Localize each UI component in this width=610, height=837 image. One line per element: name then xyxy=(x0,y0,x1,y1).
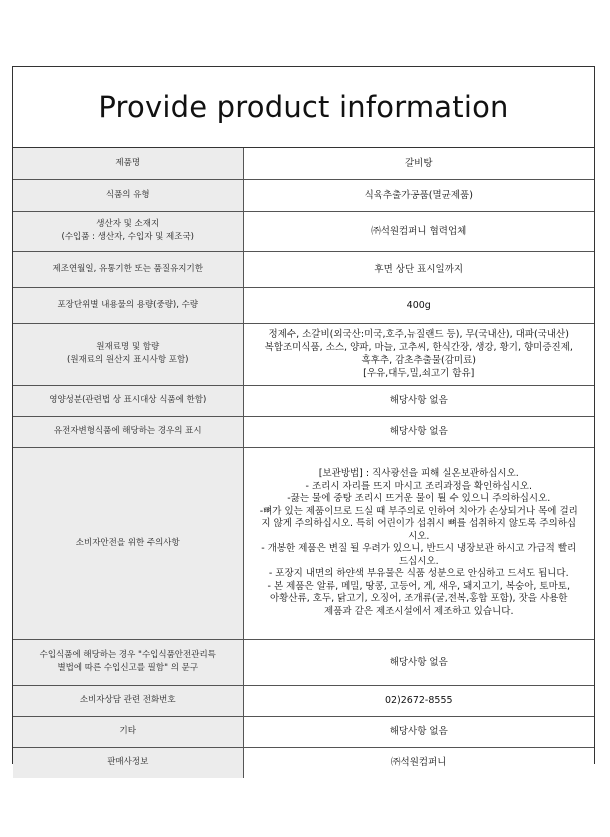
row-label xyxy=(13,639,243,685)
row-label xyxy=(13,179,243,211)
row-label xyxy=(13,685,243,716)
row-value-line: 복합조미식품, 소스, 양파, 마늘, 고추씨, 한식간장, 생강, 황기, 향미증진제, xyxy=(264,342,573,353)
row-value-line: 해당사항 없음 xyxy=(389,726,448,737)
row-label xyxy=(13,716,243,747)
row-value-line: - 본 제품은 알류, 메밀, 땅콩, 고등어, 게, 새우, 돼지고기, 복숭아, 토마토, xyxy=(267,580,570,592)
row-value-line: 해당사항 없음 xyxy=(389,395,448,406)
row-label-line: 제품명 xyxy=(115,157,141,168)
row-label xyxy=(13,148,243,179)
row-label-line: 원재료명 및 함량 xyxy=(96,342,160,352)
table-row-gmo xyxy=(13,416,594,447)
row-label-line: 제조연월일, 유통기한 또는 품질유지기한 xyxy=(52,263,203,274)
row-value xyxy=(243,385,594,416)
row-value-line: 제품과 같은 제조시설에서 제조하고 있습니다. xyxy=(324,605,514,617)
table-row-capacity xyxy=(13,287,594,323)
row-label-line: 별법에 따른 수입신고를 필함" 의 문구 xyxy=(57,663,199,673)
row-value-line: - 조리시 자리를 뜨지 마시고 조리과정을 확인하십시오. xyxy=(305,480,532,492)
table-row-etc xyxy=(13,716,594,747)
row-value-line: 지 않게 주의하십시오. 특히 어린이가 섭취시 뼈를 섭취하지 않도록 주의하십 xyxy=(261,518,577,529)
row-value-line: - 개봉한 제품은 변질 될 우려가 있으니, 반드시 냉장보관 하시고 가급적 빨리 xyxy=(261,543,577,554)
table-row-phone xyxy=(13,685,594,716)
row-value xyxy=(243,416,594,447)
row-value-line: 400g xyxy=(406,299,431,311)
row-label-line: 유전자변형식품에 해당하는 경우의 표시 xyxy=(53,426,202,436)
row-value-line: ㈜석원컴퍼니 xyxy=(391,757,447,769)
row-value-line: [우유,대두,밀,쇠고기 함유] xyxy=(363,368,475,379)
row-value-line: 식육추출가공품(멸균제품) xyxy=(364,189,473,201)
row-label-line: 소비자안전을 위한 주의사항 xyxy=(75,537,180,548)
row-value-line: 해당사항 없음 xyxy=(389,426,448,437)
row-label xyxy=(13,211,243,251)
row-value xyxy=(243,251,594,287)
row-value xyxy=(243,211,594,251)
product-info-panel xyxy=(12,66,595,769)
row-label-line: 식품의 유형 xyxy=(105,189,150,200)
page-title: Provide product information xyxy=(13,67,594,148)
row-label xyxy=(13,447,243,639)
row-label-line: 소비자상담 관련 전화번호 xyxy=(79,695,176,705)
row-label-line: 영양성분(관련법 상 표시대상 식품에 한함) xyxy=(49,395,207,405)
row-value xyxy=(243,287,594,323)
row-value xyxy=(243,148,594,179)
row-value-line: 후면 상단 표시일까지 xyxy=(374,263,464,275)
row-value-line: 02)2672-8555 xyxy=(384,695,453,706)
row-value xyxy=(243,639,594,685)
row-label xyxy=(13,251,243,287)
row-value-line: -뼈가 있는 제품이므로 드실 때 부주의로 인하여 치아가 손상되거나 목에 걸리 xyxy=(259,505,578,517)
row-label-line: (수입품 : 생산자, 수입자 및 제조국) xyxy=(61,232,194,242)
row-label-line: 판매사정보 xyxy=(107,757,149,768)
table-row-producer xyxy=(13,211,594,251)
row-label-line: 포장단위별 내용물의 용량(중량), 수량 xyxy=(57,299,199,310)
row-label-line: 기타 xyxy=(119,726,136,736)
row-label-line: (원재료의 원산지 표시사항 포함) xyxy=(67,355,189,365)
row-value-line: 흑후추, 감초추출물(감미료) xyxy=(361,355,476,366)
product-info-table xyxy=(13,148,594,778)
row-value xyxy=(243,716,594,747)
row-value-line: 드십시오. xyxy=(398,555,439,567)
row-label xyxy=(13,287,243,323)
row-value-line: 정제수, 소갈비(외국산:미국,호주,뉴질랜드 등), 무(국내산), 대파(국내산) xyxy=(268,329,569,340)
row-value-line: 해당사항 없음 xyxy=(389,656,448,668)
row-value-line: ㈜석원컴퍼니 협력업체 xyxy=(371,225,467,237)
row-value xyxy=(243,747,594,778)
row-value-line: 갈비탕 xyxy=(404,157,433,169)
table-row-food-type xyxy=(13,179,594,211)
table-row-caution xyxy=(13,447,594,639)
table-row-product-name xyxy=(13,148,594,179)
row-value xyxy=(243,447,594,639)
row-value-line: [보관방법] : 직사광선을 피해 실온보관하십시오. xyxy=(318,468,519,479)
table-row-nutrition xyxy=(13,385,594,416)
row-value-line: - 포장지 내면의 하얀색 부유물은 식품 성분으로 안심하고 드셔도 됩니다. xyxy=(268,568,569,579)
row-value-line: -끓는 물에 중탕 조리시 뜨거운 물이 튈 수 있으니 주의하십시오. xyxy=(287,493,551,504)
table-row-seller xyxy=(13,747,594,778)
row-label xyxy=(13,747,243,778)
table-row-import-notice xyxy=(13,639,594,685)
row-label xyxy=(13,416,243,447)
row-value xyxy=(243,323,594,385)
row-value xyxy=(243,685,594,716)
row-label xyxy=(13,323,243,385)
table-row-ingredients xyxy=(13,323,594,385)
row-value-line: 아황산류, 호두, 닭고기, 오징어, 조개류(굴,전복,홍합 포함), 잣을 사용한 xyxy=(270,593,568,604)
row-label-line: 생산자 및 소재지 xyxy=(96,219,160,229)
row-label-line: 수입식품에 해당하는 경우 "수입식품안전관리특 xyxy=(39,650,216,660)
row-value xyxy=(243,179,594,211)
row-label xyxy=(13,385,243,416)
table-row-expiry xyxy=(13,251,594,287)
row-value-line: 시오. xyxy=(408,530,430,542)
